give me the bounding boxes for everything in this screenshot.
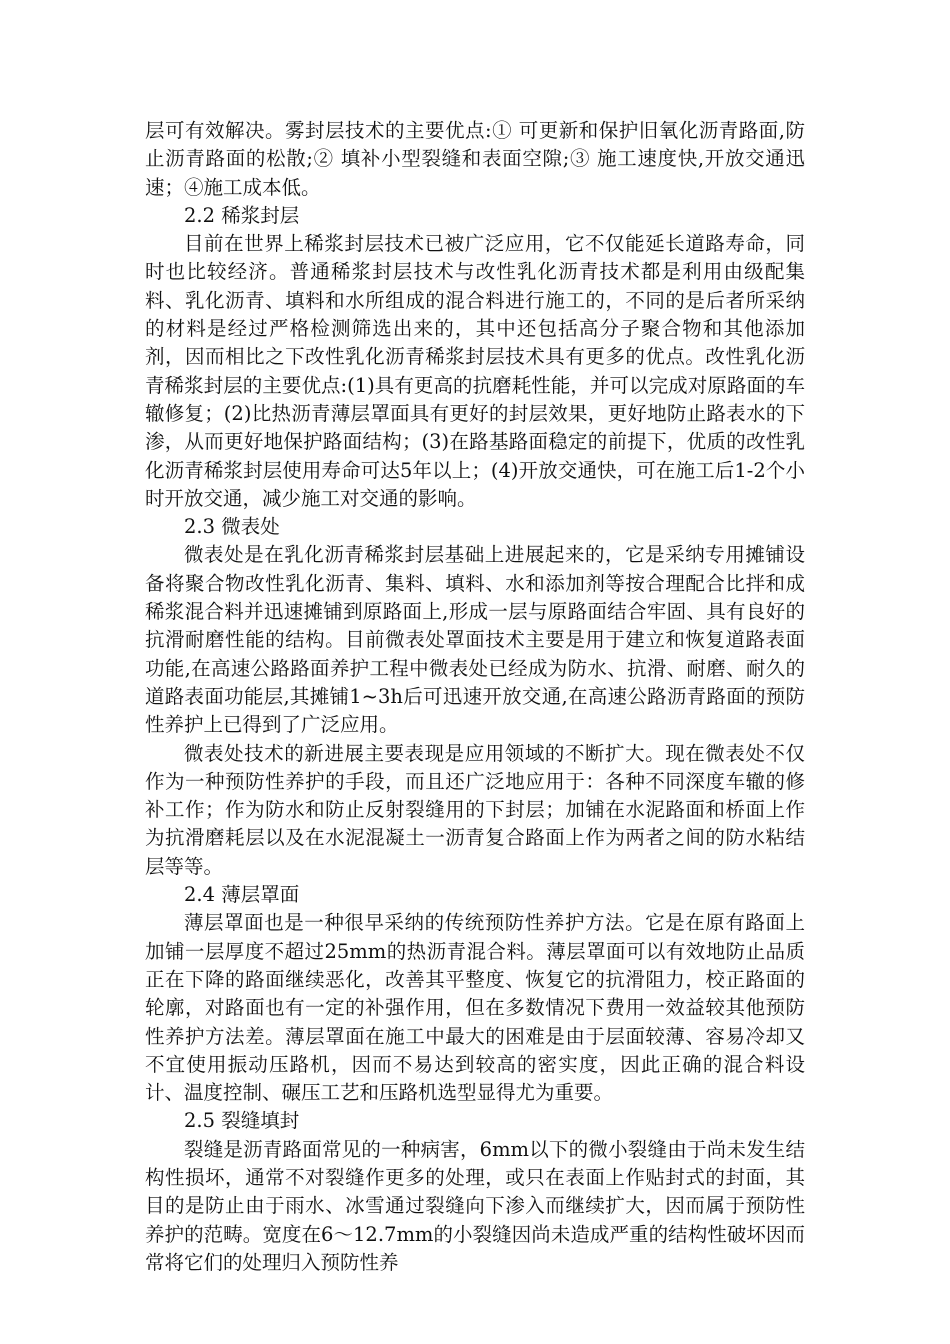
section-heading-2-4: 2.4 薄层罩面 — [184, 883, 300, 907]
paragraph-micro-surfacing-progress: 微表处技术的新进展主要表现是应用领域的不断扩大。现在微表处不仅作为一种预防性养护的手段，而且还广泛地应用于：各种不同深度车辙的修补工作；作为防水和防止反射裂缝用的下封层；加铺在水泥路面和桥面上作为抗滑磨耗层以及在水泥混凝土一沥青复合路面上作为两者之间的防水粘结层等等。 — [145, 741, 805, 878]
document-page — [145, 117, 805, 1277]
paragraph-continued: 层可有效解决。雾封层技术的主要优点:① 可更新和保护旧氧化沥青路面,防止沥青路面的松散;② 填补小型裂缝和表面空隙;③ 施工速度快,开放交通迅速；④施工成本低。 — [145, 119, 805, 199]
paragraph-micro-surfacing: 微表处是在乳化沥青稀浆封层基础上进展起来的，它是采纳专用摊铺设备将聚合物改性乳化沥青、集料、填料、水和添加剂等按合理配合比拌和成稀浆混合料并迅速摊铺到原路面上,形成一层与原路面结合牢固、具有良好的抗滑耐磨性能的结构。目前微表处罩面技术主要是用于建立和恢复道路表面功能,在高速公路路面养护工程中微表处已经成为防水、抗滑、耐磨、耐久的道路表面功能层,其摊铺1~3h后可迅速开放交通,在高速公路沥青路面的预防性养护上已得到了广泛应用。 — [145, 543, 805, 737]
section-heading-2-3: 2.3 微表处 — [184, 515, 280, 539]
section-heading-2-2: 2.2 稀浆封层 — [184, 203, 300, 227]
paragraph-thin-overlay: 薄层罩面也是一种很早采纳的传统预防性养护方法。它是在原有路面上加铺一层厚度不超过25mm的热沥青混合料。薄层罩面可以有效地防止品质正在下降的路面继续恶化，改善其平整度、恢复它的抗滑阻力，校正路面的轮廓，对路面也有一定的补强作用，但在多数情况下费用一效益较其他预防性养护方法差。薄层罩面在施工中最大的困难是由于层面较薄、容易冷却又不宜使用振动压路机，因而不易达到较高的密实度，因此正确的混合料设计、温度控制、碾压工艺和压路机选型显得尤为重要。 — [145, 911, 805, 1105]
paragraph-crack-sealing: 裂缝是沥青路面常见的一种病害，6mm以下的微小裂缝由于尚未发生结构性损坏，通常不对裂缝作更多的处理，或只在表面上作贴封式的封面，其目的是防止由于雨水、冰雪通过裂缝向下渗入而继续扩大，因而属于预防性养护的范畴。宽度在6～12.7mm的小裂缝因尚未造成严重的结构性破坏因而常将它们的处理归入预防性养 — [145, 1137, 805, 1274]
paragraph-slurry-seal: 目前在世界上稀浆封层技术已被广泛应用，它不仅能延长道路寿命，同时也比较经济。普通稀浆封层技术与改性乳化沥青技术都是利用由级配集料、乳化沥青、填料和水所组成的混合料进行施工的，不同的是后者所采纳的材料是经过严格检测筛选出来的，其中还包括高分子聚合物和其他添加剂，因而相比之下改性乳化沥青稀浆封层技术具有更多的优点。改性乳化沥青稀浆封层的主要优点:(1)具有更高的抗磨耗性能，并可以完成对原路面的车辙修复；(2)比热沥青薄层罩面具有更好的封层效果，更好地防止路表水的下渗，从而更好地保护路面结构；(3)在路基路面稳定的前提下，优质的改性乳化沥青稀浆封层使用寿命可达5年以上；(4)开放交通快，可在施工后1-2个小时开放交通，减少施工对交通的影响。 — [145, 232, 805, 510]
section-heading-2-5: 2.5 裂缝填封 — [184, 1109, 300, 1133]
